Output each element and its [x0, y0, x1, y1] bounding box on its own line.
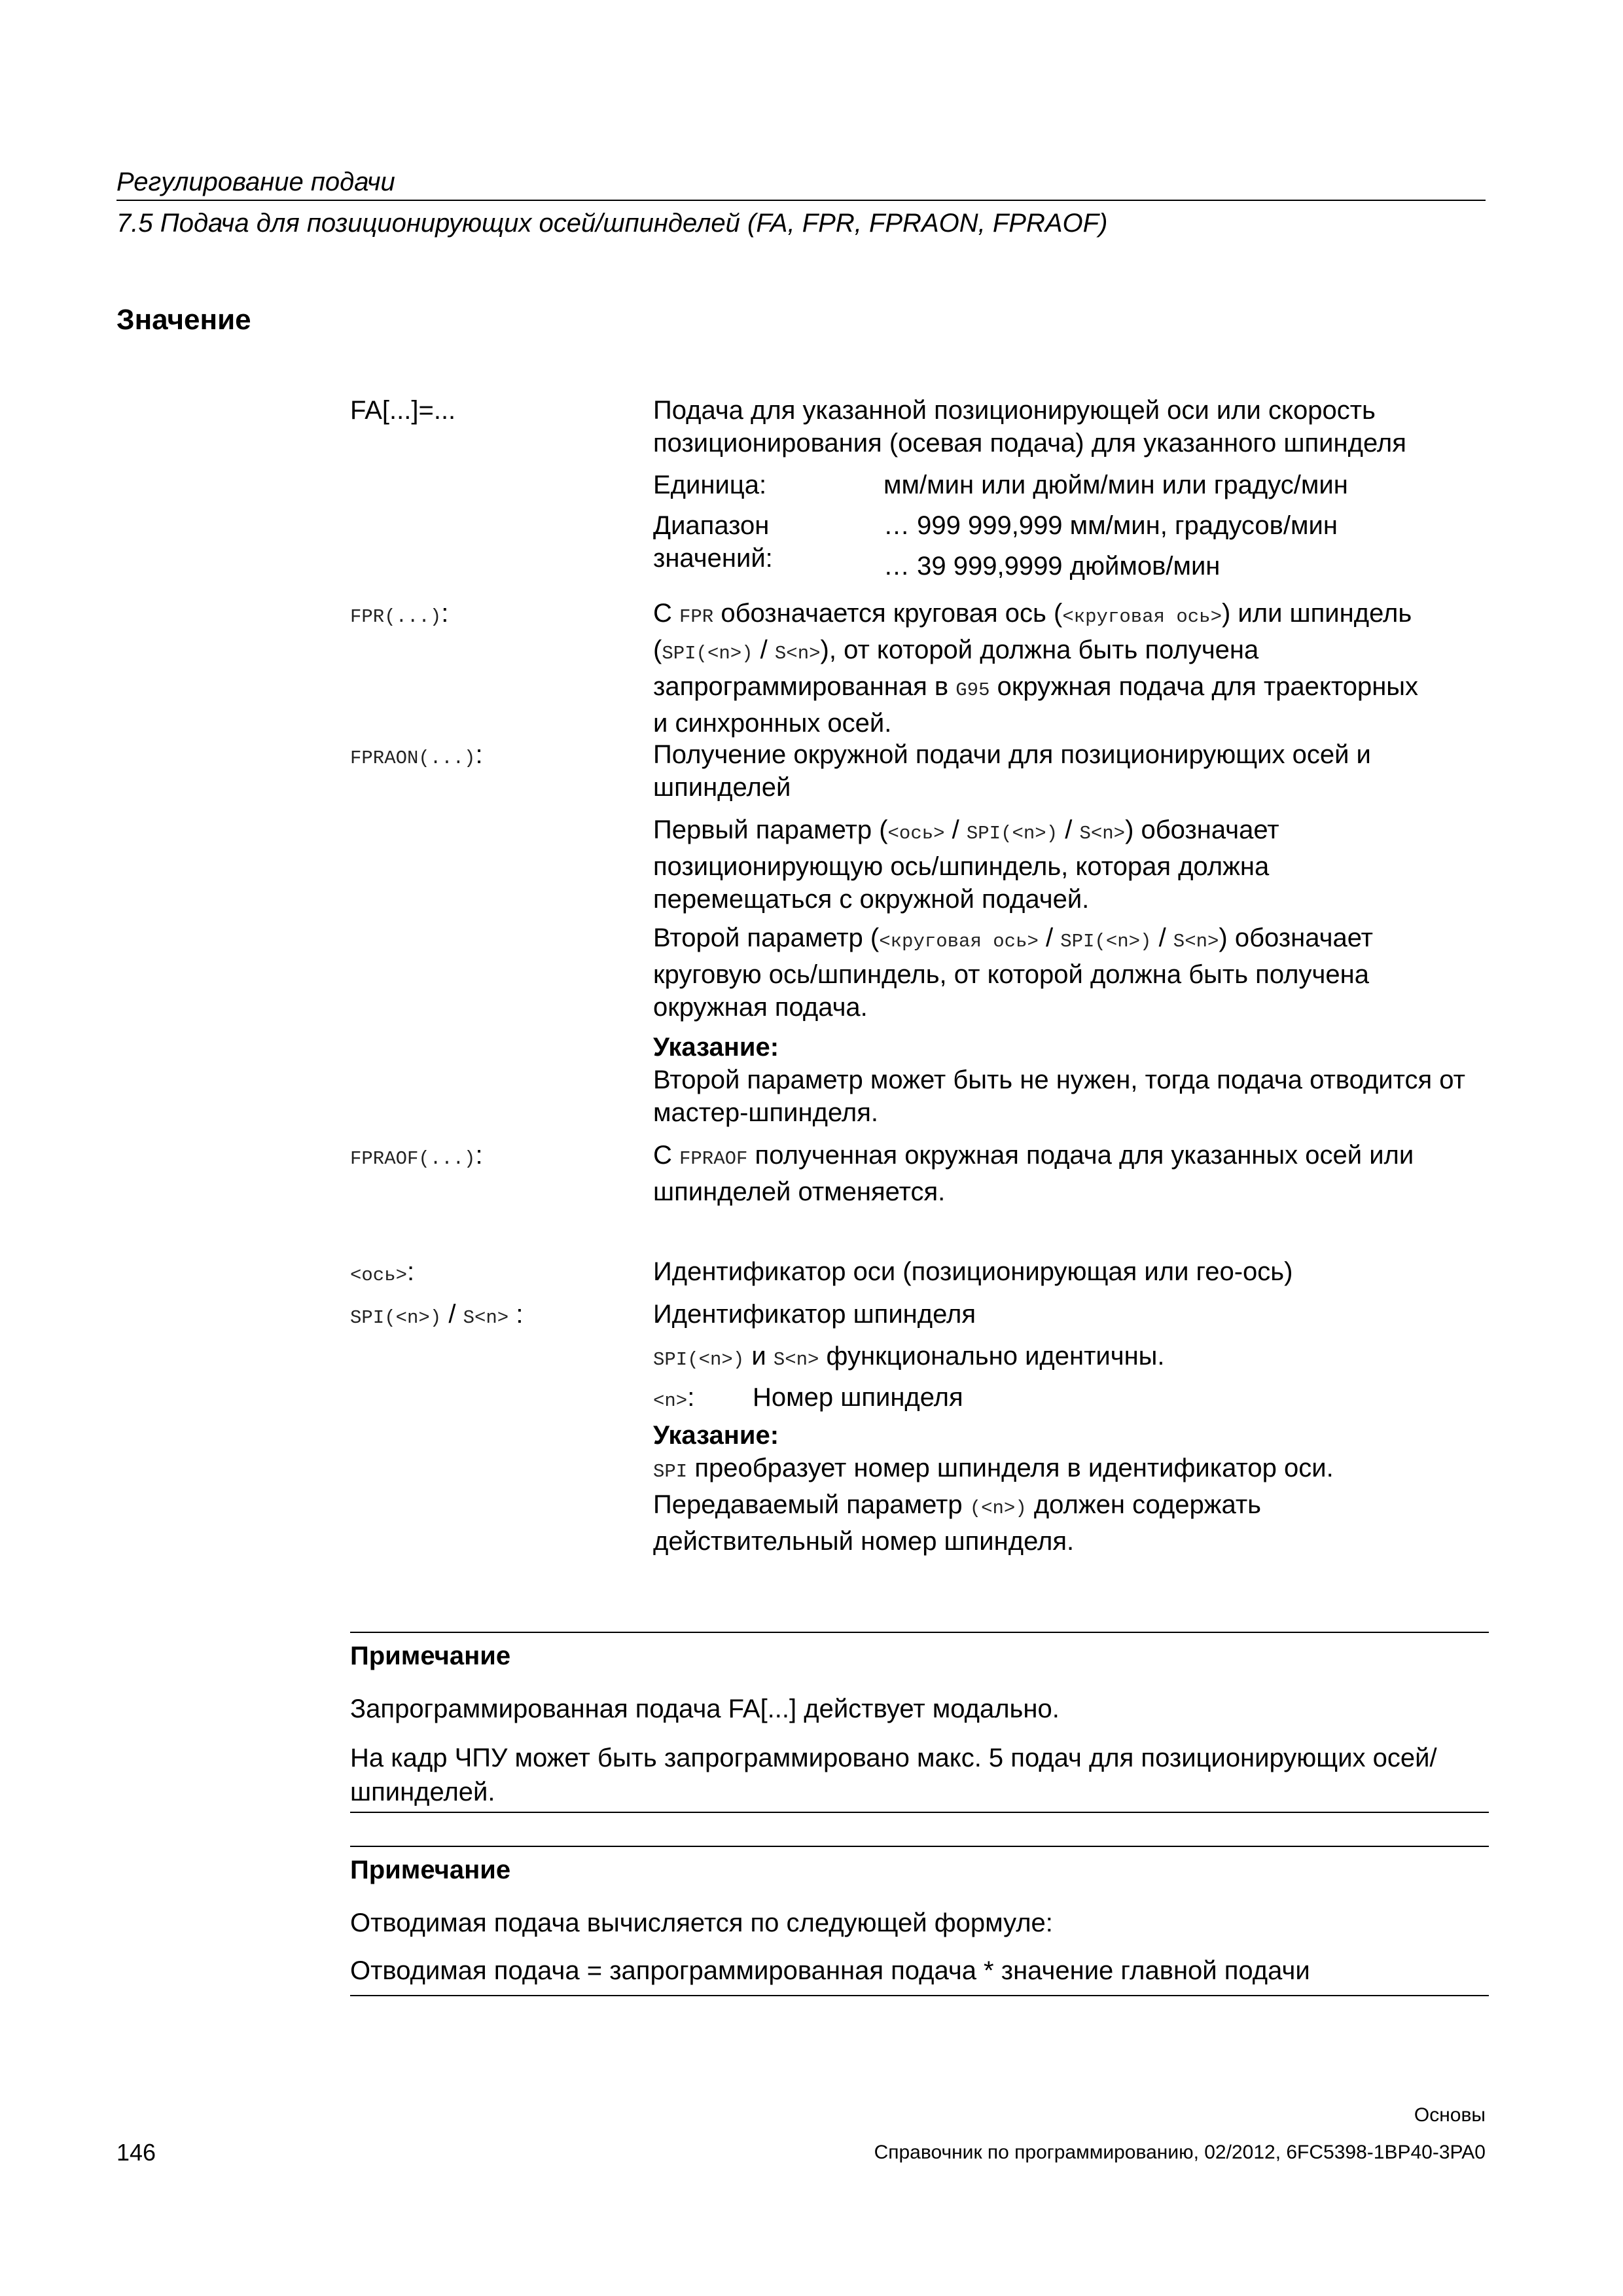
unit-value: мм/мин или дюйм/мин или градус/мин: [883, 471, 1348, 499]
fpraon-second-param: Второй параметр (<круговая ось> / SPI(<n>) / S<n>) обозначает круговую ось/шпиндель, от которой должна быть получена окружная подача.: [653, 924, 1373, 1022]
note-2-line-1: Отводимая подача вычисляется по следующей формуле:: [350, 1909, 1053, 1937]
note-2-line-2: Отводимая подача = запрограммированная подача * значение главной подачи: [350, 1956, 1310, 1985]
param-label-axis: <ось>:: [350, 1257, 415, 1286]
footer-doc-title: Основы: [1414, 2104, 1486, 2126]
running-header-chapter: Регулирование подачи: [116, 168, 395, 196]
note-2-top-rule: [350, 1846, 1489, 1847]
param-desc-fpraon: Получение окружной подачи для позиционирующих осей и шпинделей: [653, 740, 1371, 802]
param-desc-axis: Идентификатор оси (позиционирующая или гео-ось): [653, 1257, 1293, 1286]
param-label-fpraof: FPRAOF(...):: [350, 1141, 483, 1170]
param-desc-spindle: Идентификатор шпинделя: [653, 1300, 976, 1329]
param-label-fpr: FPR(...):: [350, 599, 449, 628]
param-label-spindle: SPI(<n>) / S<n> :: [350, 1300, 524, 1329]
page-number: 146: [116, 2139, 156, 2166]
spindle-n-label: <n>:: [653, 1383, 695, 1412]
range-label-2: значений:: [653, 544, 773, 573]
section-heading: Значение: [116, 304, 251, 336]
param-desc-fpr: С FPR обозначается круговая ось (<круговая ось>) или шпиндель (SPI(<n>) / S<n>), от которой должна быть получена запрограммированная в G95 окружная подача для траекторных и синхронных осей.: [653, 599, 1419, 738]
param-label-fa: FA[...]=...: [350, 396, 456, 425]
spindle-n-desc: Номер шпинделя: [753, 1383, 963, 1412]
spindle-equivalence: SPI(<n>) и S<n> функционально идентичны.: [653, 1342, 1165, 1371]
range-value-2: … 39 999,9999 дюймов/мин: [883, 552, 1221, 581]
note-1-top-rule: [350, 1632, 1489, 1633]
spindle-hint-text: SPI преобразует номер шпинделя в идентификатор оси. Передаваемый параметр (<n>) должен содержать действительный номер шпинделя.: [653, 1454, 1334, 1556]
note-2-bottom-rule: [350, 1995, 1489, 1996]
fpraon-hint-text: Второй параметр может быть не нужен, тогда подача отводится от мастер-шпинделя.: [653, 1066, 1465, 1127]
footer-doc-ref: Справочник по программированию, 02/2012, 6FC5398-1BP40-3PA0: [874, 2142, 1486, 2163]
note-1-line-1: Запрограммированная подача FA[...] действует модально.: [350, 1695, 1060, 1723]
param-desc-fpraof: С FPRAOF полученная окружная подача для указанных осей или шпинделей отменяется.: [653, 1141, 1414, 1206]
unit-label: Единица:: [653, 471, 767, 499]
range-value-1: … 999 999,999 мм/мин, градусов/мин: [883, 511, 1338, 540]
note-2-title: Примечание: [350, 1856, 511, 1884]
fpraon-hint-title: Указание:: [653, 1033, 779, 1062]
running-header-section: 7.5 Подача для позиционирующих осей/шпинделей (FA, FPR, FPRAON, FPRAOF): [116, 209, 1108, 238]
note-1-bottom-rule: [350, 1812, 1489, 1813]
param-desc-fa: Подача для указанной позиционирующей оси или скорость позиционирования (осевая подача) для указанного шпинделя: [653, 396, 1406, 457]
note-1-line-2: На кадр ЧПУ может быть запрограммировано макс. 5 подач для позиционирующих осей/шпинделей.: [350, 1744, 1437, 1806]
param-label-fpraon: FPRAON(...):: [350, 740, 483, 769]
spindle-hint-title: Указание:: [653, 1421, 779, 1450]
range-label-1: Диапазон: [653, 511, 770, 540]
fpraon-first-param: Первый параметр (<ось> / SPI(<n>) / S<n>) обозначает позиционирующую ось/шпиндель, которая должна перемещаться с окружной подачей.: [653, 816, 1279, 914]
header-rule: [116, 200, 1486, 201]
note-1-title: Примечание: [350, 1641, 511, 1670]
